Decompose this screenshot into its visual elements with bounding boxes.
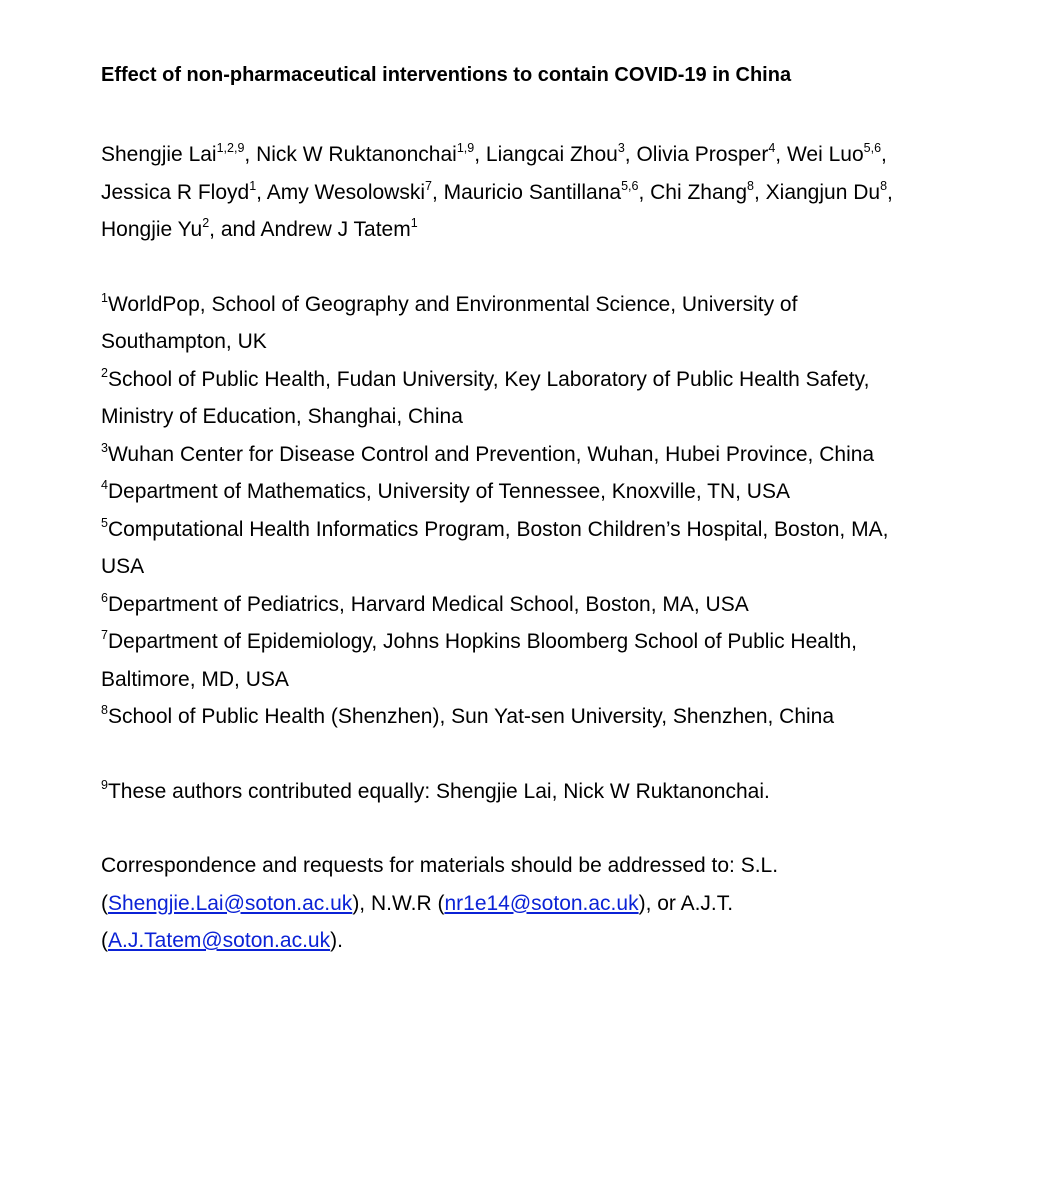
paper-page — [101, 58, 961, 960]
author-affiliation-marker: 2 — [202, 216, 210, 230]
author-name: Olivia Prosper — [636, 143, 769, 166]
affiliation-number: 5 — [101, 515, 108, 530]
affiliation-number: 1 — [101, 290, 108, 305]
author-affiliation-marker: 8 — [880, 178, 888, 193]
affiliation-item — [101, 511, 931, 586]
author-affiliation-marker: 7 — [425, 178, 432, 193]
equal-contribution-text: These authors contributed equally: Shengjie Lai, Nick W Ruktanonchai. — [107, 779, 770, 803]
affiliation-text: School of Public Health, Fudan University, Key Laboratory of Public Health Safety, Ministry of Education, Shanghai, China — [101, 367, 870, 428]
author-affiliation-marker: 4 — [768, 141, 776, 155]
author-name: Amy Wesolowski — [266, 180, 425, 204]
author-affiliation-marker: 1 — [249, 178, 257, 193]
author-name: Nick W Ruktanonchai — [256, 143, 457, 166]
author-name: Wei Luo — [786, 143, 864, 166]
affiliation-text: Department of Mathematics, University of Tennessee, Knoxville, TN, USA — [107, 480, 790, 503]
affiliation-item — [101, 286, 931, 361]
affiliation-item — [101, 586, 931, 624]
affiliation-number: 4 — [101, 478, 108, 492]
correspondence-end: ). — [330, 929, 343, 952]
paper-title: Effect of non-pharmaceutical interventions to contain COVID-19 in China — [101, 64, 792, 86]
email-link-tatem[interactable]: A.J.Tatem@soton.ac.uk — [108, 929, 331, 952]
affiliation-number: 3 — [101, 440, 108, 455]
correspondence-note — [101, 847, 921, 960]
correspondence-intro: Correspondence and requests for materials should be addressed to: S.L. ( — [101, 854, 779, 915]
author-name: Andrew J Tatem — [260, 218, 411, 241]
affiliation-text: Computational Health Informatics Program, Boston Children’s Hospital, Boston, MA, USA — [101, 517, 889, 578]
equal-contribution-number: 9 — [101, 777, 108, 792]
affiliation-text: Wuhan Center for Disease Control and Prevention, Wuhan, Hubei Province, China — [107, 442, 875, 466]
author-separator: , — [256, 180, 267, 204]
affiliation-text: Department of Pediatrics, Harvard Medical School, Boston, MA, USA — [107, 592, 749, 616]
author-separator: , — [474, 143, 486, 166]
affiliation-number: 8 — [101, 703, 108, 717]
author-name: Chi Zhang — [650, 180, 748, 204]
author-name: Mauricio Santillana — [443, 180, 622, 204]
author-separator: , — [431, 180, 444, 204]
affiliation-item — [101, 436, 931, 474]
equal-contribution-note — [101, 773, 961, 811]
author-list — [101, 136, 921, 249]
author-name: Liangcai Zhou — [485, 143, 618, 166]
author-separator: , — [753, 180, 766, 204]
author-separator: , and — [209, 218, 261, 241]
author-affiliation-marker: 3 — [617, 141, 625, 155]
correspondence-separator: ), N.W.R ( — [352, 891, 445, 915]
author-separator: , — [624, 143, 637, 166]
affiliation-text: Department of Epidemiology, Johns Hopkins Bloomberg School of Public Health, Baltimore, MD, USA — [101, 630, 857, 691]
affiliation-item — [101, 361, 931, 436]
affiliation-text: WorldPop, School of Geography and Environmental Science, University of Southampton, UK — [101, 292, 798, 353]
author-affiliation-marker: 8 — [747, 178, 754, 193]
affiliation-item — [101, 473, 931, 511]
affiliation-item — [101, 623, 931, 698]
affiliation-number: 6 — [101, 590, 108, 605]
author-name: Shengjie Lai — [101, 143, 217, 166]
author-affiliation-marker: 1 — [410, 216, 418, 230]
affiliation-number: 7 — [101, 628, 108, 642]
affiliation-list — [101, 286, 931, 736]
author-separator: , — [638, 180, 651, 204]
affiliation-number: 2 — [101, 365, 108, 380]
author-affiliation-marker: 1,9 — [456, 141, 475, 155]
author-separator: , — [887, 180, 893, 204]
author-separator: , — [881, 143, 887, 166]
author-name: Jessica R Floyd — [101, 180, 250, 204]
author-affiliation-marker: 5,6 — [863, 141, 882, 155]
author-separator: , — [244, 143, 257, 166]
affiliation-item — [101, 698, 931, 736]
email-link-lai[interactable]: Shengjie.Lai@soton.ac.uk — [108, 891, 353, 915]
affiliation-text: School of Public Health (Shenzhen), Sun Yat-sen University, Shenzhen, China — [107, 705, 835, 728]
author-affiliation-marker: 1,2,9 — [216, 141, 245, 155]
author-name: Xiangjun Du — [765, 180, 881, 204]
author-name: Hongjie Yu — [101, 218, 203, 241]
author-separator: , — [775, 143, 787, 166]
correspondence-separator: ), or A.J.T. ( — [101, 891, 734, 952]
email-link-ruktanonchai[interactable]: nr1e14@soton.ac.uk — [444, 891, 639, 915]
author-affiliation-marker: 5,6 — [621, 178, 639, 193]
